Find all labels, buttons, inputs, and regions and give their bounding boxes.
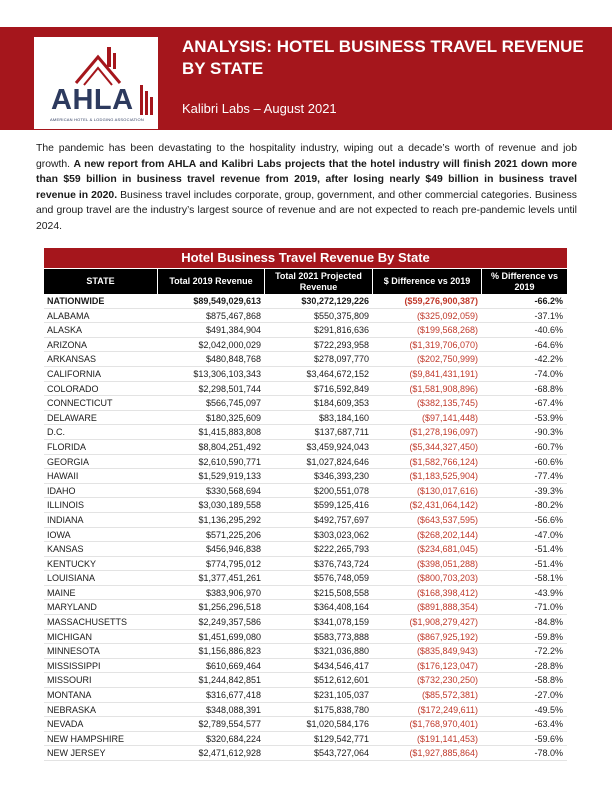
dollar-diff-cell: ($382,135,745) — [416, 398, 478, 409]
percent-diff-cell: -37.1% — [534, 310, 563, 321]
percent-diff-cell: -59.8% — [534, 631, 563, 642]
revenue-2019-cell: $456,946,838 — [205, 544, 261, 555]
state-cell: MAINE — [47, 587, 76, 598]
table-row — [44, 309, 567, 324]
revenue-2019-cell: $2,249,357,586 — [198, 617, 261, 628]
intro-highlight: A new report from AHLA and Kalibri Labs projects that the hotel industry will finish 2021 down more than $59 billion in business travel revenue from 2019, after losing nearly $49 billion in business travel revenue in 2020. — [36, 158, 577, 201]
state-cell: ILLINOIS — [47, 500, 85, 511]
revenue-2021-cell: $215,508,558 — [313, 587, 369, 598]
dollar-diff-cell: ($1,582,766,124) — [409, 456, 478, 467]
revenue-2019-cell: $2,789,554,577 — [198, 719, 261, 730]
revenue-2019-cell: $1,136,295,292 — [198, 514, 261, 525]
revenue-2021-cell: $137,687,711 — [314, 427, 369, 438]
dollar-diff-cell: ($191,141,453) — [416, 733, 478, 744]
dollar-diff-cell: ($1,581,908,896) — [409, 383, 478, 394]
logo-bars-icon — [139, 85, 153, 115]
revenue-2021-cell: $434,546,417 — [313, 660, 369, 671]
revenue-2019-cell: $480,848,768 — [205, 354, 261, 365]
percent-diff-cell: -80.2% — [534, 500, 563, 511]
revenue-2021-cell: $175,838,780 — [313, 704, 369, 715]
state-cell: INDIANA — [47, 514, 84, 525]
revenue-2019-cell: $383,906,970 — [205, 587, 261, 598]
dollar-diff-cell: ($1,278,196,097) — [409, 427, 478, 438]
state-cell: MISSOURI — [47, 675, 92, 686]
percent-diff-cell: -49.5% — [534, 704, 563, 715]
state-cell: KANSAS — [47, 544, 84, 555]
table-row — [44, 615, 567, 630]
dollar-diff-cell: ($643,537,595) — [416, 514, 478, 525]
state-cell: MICHIGAN — [47, 631, 92, 642]
percent-diff-cell: -59.6% — [534, 733, 563, 744]
percent-diff-cell: -51.4% — [534, 558, 563, 569]
revenue-2021-cell: $3,464,672,152 — [306, 368, 369, 379]
revenue-2021-cell: $550,375,809 — [313, 310, 369, 321]
logo-wordmark: AHLA — [51, 84, 134, 116]
dollar-diff-cell: ($97,141,448) — [421, 412, 478, 423]
revenue-2019-cell: $180,325,609 — [205, 412, 261, 423]
percent-diff-cell: -27.0% — [534, 690, 563, 701]
state-cell: ARIZONA — [47, 339, 88, 350]
table-row — [44, 746, 567, 761]
revenue-2021-cell: $231,105,037 — [313, 690, 369, 701]
table-row — [44, 542, 567, 557]
state-cell: LOUISIANA — [47, 573, 96, 584]
revenue-2019-cell: $2,471,612,928 — [198, 748, 261, 759]
revenue-2021-cell: $83,184,160 — [318, 412, 369, 423]
revenue-2021-cell: $184,609,353 — [313, 398, 369, 409]
revenue-2019-cell: $566,745,097 — [205, 398, 261, 409]
dollar-diff-cell: ($268,202,144) — [416, 529, 478, 540]
state-cell: D.C. — [47, 427, 65, 438]
table-body — [44, 294, 567, 761]
dollar-diff-cell: ($2,431,064,142) — [409, 500, 478, 511]
header-state: STATE — [44, 269, 158, 294]
revenue-2021-cell: $278,097,770 — [313, 354, 369, 365]
dollar-diff-cell: ($1,927,885,864) — [409, 748, 478, 759]
state-cell: NEW JERSEY — [47, 748, 106, 759]
dollar-diff-cell: ($732,230,250) — [416, 675, 478, 686]
dollar-diff-cell: ($867,925,192) — [416, 631, 478, 642]
dollar-diff-cell: ($176,123,047) — [416, 660, 478, 671]
revenue-2021-cell: $716,592,849 — [313, 383, 369, 394]
revenue-2021-cell: $30,272,129,226 — [301, 296, 369, 306]
table-row — [44, 732, 567, 747]
header-2021-revenue: Total 2021 Projected Revenue — [265, 269, 373, 294]
state-cell: MASSACHUSETTS — [47, 617, 128, 628]
table-row — [44, 425, 567, 440]
table-row — [44, 571, 567, 586]
percent-diff-cell: -43.9% — [534, 587, 563, 598]
report-title: ANALYSIS: HOTEL BUSINESS TRAVEL REVENUE BY STATE — [182, 37, 584, 78]
revenue-2019-cell: $3,030,189,558 — [198, 500, 261, 511]
table-row — [44, 469, 567, 484]
revenue-2019-cell: $1,256,296,518 — [198, 602, 261, 613]
revenue-2019-cell: $1,244,842,851 — [198, 675, 261, 686]
dollar-diff-cell: ($168,398,412) — [416, 587, 478, 598]
revenue-2021-cell: $376,743,724 — [313, 558, 369, 569]
header-dollar-diff: $ Difference vs 2019 — [373, 269, 482, 294]
header-2019-revenue: Total 2019 Revenue — [158, 269, 265, 294]
dollar-diff-cell: ($800,703,203) — [416, 573, 478, 584]
revenue-2019-cell: $774,795,012 — [205, 558, 261, 569]
header-percent-diff: % Difference vs 2019 — [490, 270, 559, 292]
table-row — [44, 644, 567, 659]
table-row — [44, 688, 567, 703]
percent-diff-cell: -58.8% — [534, 675, 563, 686]
percent-diff-cell: -77.4% — [534, 471, 563, 482]
state-cell: CONNECTICUT — [47, 398, 113, 409]
table-row — [44, 382, 567, 397]
table-row — [44, 338, 567, 353]
state-cell: NATIONWIDE — [47, 296, 105, 306]
percent-diff-cell: -47.0% — [534, 529, 563, 540]
dollar-diff-cell: ($172,249,611) — [417, 704, 478, 715]
state-cell: KENTUCKY — [47, 558, 97, 569]
revenue-2021-cell: $341,078,159 — [313, 617, 369, 628]
percent-diff-cell: -58.1% — [534, 573, 563, 584]
table-row — [44, 411, 567, 426]
revenue-2021-cell: $543,727,064 — [313, 748, 369, 759]
revenue-2021-cell: $200,551,078 — [313, 485, 369, 496]
percent-diff-cell: -53.9% — [534, 412, 563, 423]
revenue-2019-cell: $610,669,464 — [205, 660, 261, 671]
dollar-diff-cell: ($202,750,999) — [416, 354, 478, 365]
percent-diff-cell: -66.2% — [534, 296, 563, 306]
dollar-diff-cell: ($85,572,381) — [421, 690, 478, 701]
revenue-2021-cell: $583,773,888 — [313, 631, 369, 642]
revenue-2019-cell: $875,467,868 — [205, 310, 261, 321]
dollar-diff-cell: ($1,319,706,070) — [409, 339, 478, 350]
table-row — [44, 513, 567, 528]
state-cell: IOWA — [47, 529, 71, 540]
dollar-diff-cell: ($1,768,970,401) — [409, 719, 478, 730]
table-header — [44, 268, 567, 294]
revenue-2019-cell: $1,415,883,808 — [198, 427, 261, 438]
table-row — [44, 440, 567, 455]
revenue-2021-cell: $291,816,636 — [313, 325, 369, 336]
table-row — [44, 352, 567, 367]
percent-diff-cell: -63.4% — [534, 719, 563, 730]
state-cell: MARYLAND — [47, 602, 97, 613]
table-row — [44, 717, 567, 732]
revenue-2021-cell: $321,036,880 — [313, 646, 369, 657]
table-row — [44, 659, 567, 674]
ahla-logo — [34, 37, 158, 129]
revenue-2021-cell: $599,125,416 — [313, 500, 369, 511]
percent-diff-cell: -39.3% — [534, 485, 563, 496]
table-row — [44, 484, 567, 499]
state-cell: FLORIDA — [47, 441, 87, 452]
revenue-2021-cell: $129,542,771 — [313, 733, 369, 744]
percent-diff-cell: -78.0% — [534, 748, 563, 759]
dollar-diff-cell: ($398,051,288) — [416, 558, 478, 569]
table-row — [44, 673, 567, 688]
dollar-diff-cell: ($59,276,900,387) — [404, 296, 478, 306]
state-cell: NEBRASKA — [47, 704, 97, 715]
percent-diff-cell: -67.4% — [534, 398, 563, 409]
state-cell: DELAWARE — [47, 412, 97, 423]
dollar-diff-cell: ($1,183,525,904) — [409, 471, 478, 482]
revenue-2019-cell: $1,529,919,133 — [198, 471, 261, 482]
dollar-diff-cell: ($1,908,279,427) — [409, 617, 478, 628]
revenue-2019-cell: $1,377,451,261 — [198, 573, 261, 584]
report-header — [0, 27, 612, 130]
state-cell: NEW HAMPSHIRE — [47, 733, 125, 744]
revenue-2019-cell: $571,225,206 — [205, 529, 261, 540]
revenue-2021-cell: $576,748,059 — [313, 573, 369, 584]
table-row — [44, 630, 567, 645]
revenue-2019-cell: $316,677,418 — [205, 690, 261, 701]
state-cell: MINNESOTA — [47, 646, 100, 657]
revenue-2021-cell: $492,757,697 — [313, 514, 369, 525]
state-cell: ALABAMA — [47, 310, 90, 321]
revenue-2019-cell: $330,568,694 — [205, 485, 261, 496]
revenue-2019-cell: $89,549,029,613 — [193, 296, 261, 306]
revenue-2019-cell: $491,384,904 — [205, 325, 261, 336]
revenue-2019-cell: $1,156,886,823 — [198, 646, 261, 657]
percent-diff-cell: -71.0% — [534, 602, 563, 613]
state-cell: CALIFORNIA — [47, 368, 102, 379]
percent-diff-cell: -72.2% — [534, 646, 563, 657]
dollar-diff-cell: ($891,888,354) — [416, 602, 478, 613]
revenue-2021-cell: $3,459,924,043 — [306, 441, 369, 452]
revenue-2021-cell: $512,612,601 — [313, 675, 369, 686]
table-row — [44, 557, 567, 572]
revenue-table — [44, 248, 567, 761]
revenue-2021-cell: $722,293,958 — [313, 339, 369, 350]
dollar-diff-cell: ($325,092,059) — [416, 310, 478, 321]
state-cell: ALASKA — [47, 325, 83, 336]
revenue-2021-cell: $222,265,793 — [313, 544, 369, 555]
table-row — [44, 498, 567, 513]
percent-diff-cell: -42.2% — [534, 354, 563, 365]
state-cell: NEVADA — [47, 719, 84, 730]
table-row — [44, 323, 567, 338]
logo-tagline: AMERICAN HOTEL & LODGING ASSOCIATION — [50, 117, 144, 122]
revenue-2019-cell: $2,298,501,744 — [198, 383, 261, 394]
percent-diff-cell: -68.8% — [534, 383, 563, 394]
dollar-diff-cell: ($234,681,045) — [416, 544, 478, 555]
table-row — [44, 528, 567, 543]
table-row — [44, 455, 567, 470]
revenue-2021-cell: $303,023,062 — [313, 529, 369, 540]
percent-diff-cell: -51.4% — [534, 544, 563, 555]
state-cell: HAWAII — [47, 471, 79, 482]
revenue-2019-cell: $8,804,251,492 — [198, 441, 261, 452]
dollar-diff-cell: ($130,017,616) — [416, 485, 478, 496]
table-row — [44, 600, 567, 615]
nationwide-row — [44, 294, 567, 309]
state-cell: COLORADO — [47, 383, 99, 394]
state-cell: GEORGIA — [47, 456, 90, 467]
percent-diff-cell: -28.8% — [534, 660, 563, 671]
percent-diff-cell: -90.3% — [534, 427, 563, 438]
percent-diff-cell: -64.6% — [534, 339, 563, 350]
intro-text: The pandemic has been devastating to the hospitality industry, wiping out a decade’s worth of revenue and job growth. — [36, 143, 577, 170]
intro-text-end: Business travel includes corporate, group, government, and other commercial categories. Business and group travel are the industry’s largest source of revenue and are not expected to reach pre-pandemic levels until 2024. — [36, 189, 578, 232]
dollar-diff-cell: ($835,849,943) — [416, 646, 478, 657]
percent-diff-cell: -56.6% — [534, 514, 563, 525]
revenue-2021-cell: $1,027,824,646 — [306, 456, 369, 467]
table-title: Hotel Business Travel Revenue By State — [44, 248, 567, 268]
table-row — [44, 367, 567, 382]
intro-paragraph — [36, 141, 577, 234]
table-row — [44, 396, 567, 411]
revenue-2021-cell: $1,020,584,176 — [306, 719, 369, 730]
percent-diff-cell: -40.6% — [534, 325, 563, 336]
revenue-2019-cell: $13,306,103,343 — [193, 368, 261, 379]
dollar-diff-cell: ($5,344,327,450) — [409, 441, 478, 452]
dollar-diff-cell: ($9,841,431,191) — [409, 368, 478, 379]
table-row — [44, 703, 567, 718]
revenue-2019-cell: $348,088,391 — [205, 704, 261, 715]
revenue-2019-cell: $1,451,699,080 — [198, 631, 261, 642]
table-row — [44, 586, 567, 601]
state-cell: MONTANA — [47, 690, 92, 701]
state-cell: ARKANSAS — [47, 354, 97, 365]
revenue-2019-cell: $2,042,000,029 — [198, 339, 261, 350]
percent-diff-cell: -60.7% — [534, 441, 563, 452]
percent-diff-cell: -74.0% — [534, 368, 563, 379]
report-subtitle: Kalibri Labs – August 2021 — [182, 101, 337, 116]
dollar-diff-cell: ($199,568,268) — [416, 325, 478, 336]
revenue-2019-cell: $320,684,224 — [205, 733, 261, 744]
percent-diff-cell: -60.6% — [534, 456, 563, 467]
revenue-2019-cell: $2,610,590,771 — [198, 456, 261, 467]
percent-diff-cell: -84.8% — [534, 617, 563, 628]
revenue-2021-cell: $364,408,164 — [313, 602, 369, 613]
state-cell: IDAHO — [47, 485, 76, 496]
revenue-2021-cell: $346,393,230 — [313, 471, 369, 482]
state-cell: MISSISSIPPI — [47, 660, 101, 671]
